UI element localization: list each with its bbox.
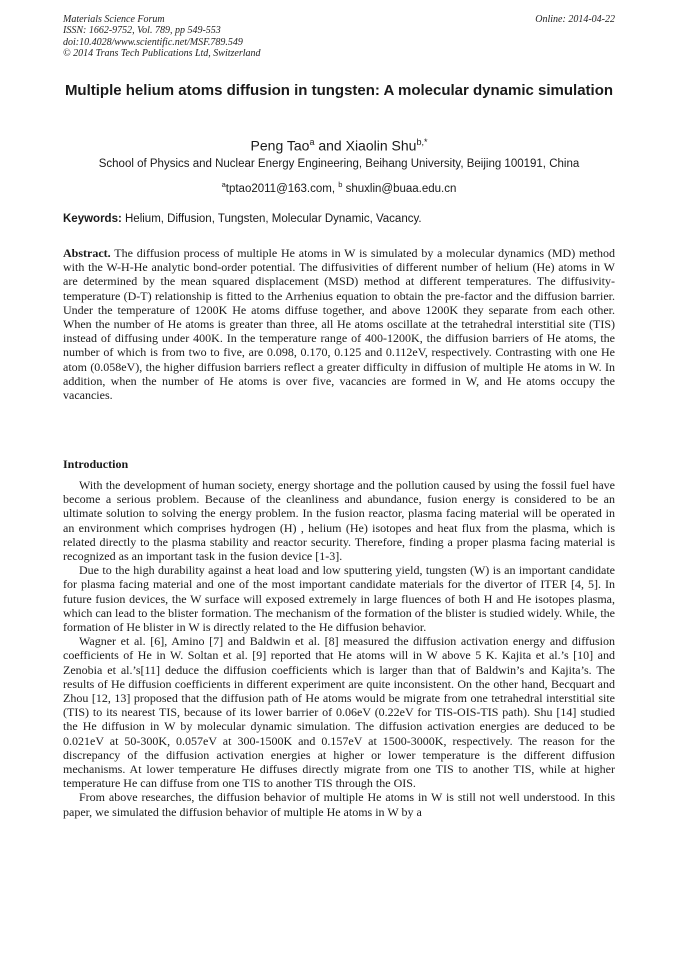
author-name: Peng Tao (250, 137, 310, 154)
keywords (63, 212, 615, 227)
author-affiliation-mark: b,* (416, 137, 428, 147)
abstract-text: The diffusion process of multiple He atoms in W is simulated by a molecular dynamics (MD) method with the W-H-He analytic bond-order potential. The diffusivities of different number of helium (He) atoms in W are determined by the mean squared displacement (MSD) method at different temperatures. The diffusivity-temperature (D-T) relationship is fitted to the Arrhenius equation to obtain the pre-factor and the diffusion barrier. Under the temperature of 1200K He atoms diffuse together, and above 1200K they separate from each other. When the number of He atoms is greater than three, all He atoms oscillate at the tetrahedral interstitial site (TIS) instead of diffusing under 400K. In the temperature range of 400-1200K, the diffusion barriers of He atoms, the number of which is from two to five, are 0.098, 0.170, 0.125 and 0.112eV, respectively. Contrasting with one He atom (0.058eV), the higher diffusion barriers reflect a greater difficulty in diffusion of multiple He atoms in W. In addition, when the number of He atoms is over five, vacancies are formed in W, and He atoms occupy the vacancies. (63, 246, 615, 403)
email-address: shuxlin@buaa.edu.cn (342, 182, 457, 195)
introduction-body (63, 478, 615, 819)
email-mark: a (221, 180, 226, 189)
abstract-label: Abstract. (63, 246, 111, 260)
affiliation: School of Physics and Nuclear Energy Engineering, Beihang University, Beijing 100191, China (98, 158, 580, 170)
online-date: Online: 2014-04-22 (535, 14, 615, 25)
author-line (63, 133, 615, 155)
copyright-line: © 2014 Trans Tech Publications Ltd, Switzerland (63, 47, 261, 59)
email-line (63, 177, 615, 197)
paragraph: With the development of human society, energy shortage and the pollution caused by using the fossil fuel have become a serious problem. Because of the cleanliness and abundance, fusion energy is considered to be an ultimate solution to solving the energy problem. In the fusion reactor, plasma facing material will be operated in an environment which comprises hydrogen (H) , helium (He) isotopes and heat flux from the plasma, which is related directly to the plasma stability and reactor security. Therefore, finding a proper plasma facing material is recognized as an important task in the fusion device [1-3]. (63, 478, 615, 564)
author-conjunction: and (314, 137, 346, 154)
section-heading: Introduction (63, 457, 129, 471)
journal-name: Materials Science Forum (63, 14, 165, 25)
journal-header (63, 14, 615, 59)
email-address: tptao2011@163.com, (225, 182, 339, 195)
doi-line: doi:10.4028/www.scientific.net/MSF.789.549 (63, 36, 243, 48)
paper-title: Multiple helium atoms diffusion in tungsten: A molecular dynamic simulation (64, 82, 614, 99)
keywords-label: Keywords: (63, 213, 122, 225)
author-name: Xiaolin Shu (345, 137, 417, 154)
email-mark: b (338, 180, 343, 189)
paragraph: From above researches, the diffusion behavior of multiple He atoms in W is still not well understood. In this paper, we simulated the diffusion behavior of multiple He atoms in W by a (63, 790, 615, 819)
paragraph: Wagner et al. [6], Amino [7] and Baldwin et al. [8] measured the diffusion activation energy and diffusion coefficients of He in W. Soltan et al. [9] reported that He atoms will in W above 5 K. Kajita et al.’s [10] and Zenobia et al.’s[11] deduce the diffusion coefficients which is larger than that of Baldwin’s and Kajita’s. The results of He diffusion coefficients in different experiment are quite inconsistent. On the other hand, Becquart and Zhou [12, 13] proposed that the diffusion path of He atoms would be migrate from one tetrahedral interstitial site (TIS) to its nearest TIS, because of its lower barrier of 0.06eV (0.22eV for TIS-OIS-TIS path). Shu [14] studied the He diffusion in W by molecular dynamic simulation. The diffusion activation energies are deduced to be 0.021eV at 50-300K, 0.057eV at 300-1500K and 0.157eV at 1500-3000K, respectively. The reason for the discrepancy of the diffusion activation energies at higher or lower temperature is the different diffusion mechanisms. At lower temperature He diffuses directly migrate from one TIS to another TIS, while at higher temperature He can diffuse from one TIS to another TIS through the OIS. (63, 634, 615, 791)
keywords-text: Helium, Diffusion, Tungsten, Molecular Dynamic, Vacancy. (121, 213, 422, 225)
author-affiliation-mark: a (309, 137, 315, 147)
paragraph: Due to the high durability against a heat load and low sputtering yield, tungsten (W) is an important candidate for plasma facing material and one of the most important candidate materials for the divertor of ITER [4, 5]. In future fusion devices, the W surface will exposed extremely in large fluences of both H and He isotopes plasma, which can lead to the blister formation. The mechanism of the formation of the blister is studied widely. While, the formation of He blister in W is directly related to the He diffusion behavior. (63, 563, 615, 635)
issn-line: ISSN: 1662-9752, Vol. 789, pp 549-553 (63, 25, 221, 37)
abstract (63, 246, 615, 402)
